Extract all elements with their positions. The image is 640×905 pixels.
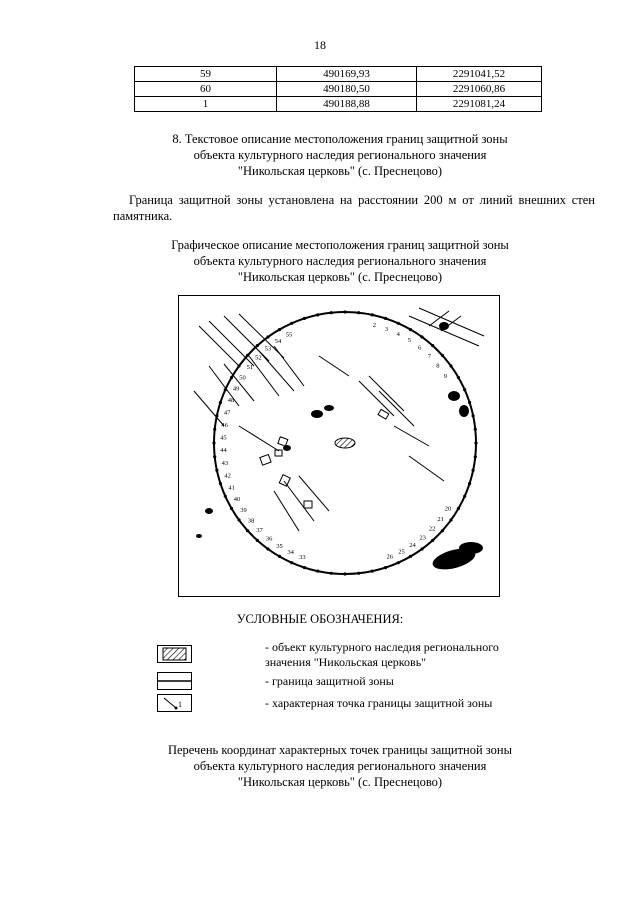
legend-line: - характерная точка границы защитной зоны — [265, 696, 493, 710]
boundary-point-label: 33 — [299, 554, 306, 562]
x-coordinate-cell: 490188,88 — [277, 97, 417, 112]
boundary-point — [219, 401, 222, 404]
boundary-point-label: 36 — [265, 535, 273, 543]
boundary-point — [316, 313, 319, 316]
boundary-point-label: 41 — [228, 484, 235, 492]
paragraph-line: Граница защитной зоны установлена на расстоянии 200 м от линий внешних стен — [129, 193, 595, 207]
boundary-point-label: 24 — [409, 541, 416, 549]
boundary-point — [474, 441, 477, 444]
boundary-point-icon — [158, 695, 191, 711]
legend-point-symbol — [157, 694, 192, 712]
boundary-point — [215, 469, 218, 472]
boundary-point-label: 3 — [384, 325, 389, 333]
boundary-point-label: 8 — [436, 362, 440, 370]
boundary-point-label: 39 — [240, 507, 247, 515]
boundary-point — [230, 376, 233, 379]
boundary-point-label: 22 — [428, 525, 436, 533]
point-number-cell: 1 — [135, 97, 277, 112]
heading-line: объекта культурного наследия регионального значения — [193, 759, 487, 773]
boundary-point-label: 40 — [233, 496, 241, 504]
boundary-point — [441, 529, 444, 532]
boundary-point — [468, 401, 471, 404]
boundary-point — [219, 482, 222, 485]
boundary-point — [237, 364, 240, 367]
boundary-point — [266, 335, 269, 338]
section-8-heading — [80, 131, 600, 179]
boundary-point — [468, 482, 471, 485]
boundary-line-icon — [158, 673, 191, 689]
boundary-point — [303, 317, 306, 320]
boundary-point — [474, 455, 477, 458]
boundary-point-label: 5 — [407, 337, 411, 345]
map-buildings — [260, 409, 389, 508]
heading-line: "Никольская церковь" (с. Преснецово) — [237, 164, 443, 178]
legend-line: - объект культурного наследия регионального — [265, 640, 499, 654]
boundary-point-label: 37 — [256, 526, 263, 534]
protection-zone-map — [178, 295, 500, 597]
boundary-point-label: 7 — [427, 353, 431, 361]
heading-line: Графическое описание местоположения границ защитной зоны — [171, 238, 509, 252]
boundary-point-label: 34 — [287, 549, 294, 557]
boundary-point — [420, 335, 423, 338]
boundary-point-label: 55 — [285, 331, 293, 339]
boundary-point — [278, 555, 281, 558]
boundary-point-label: 51 — [246, 363, 254, 371]
boundary-point — [449, 364, 452, 367]
boundary-point-label: 35 — [276, 542, 283, 550]
y-coordinate-cell: 2291060,86 — [417, 82, 542, 97]
boundary-point-label: 26 — [386, 553, 393, 561]
page-number: 18 — [314, 38, 326, 52]
boundary-point-label: 49 — [232, 385, 240, 393]
boundary-point — [290, 322, 293, 325]
boundary-point-label: 23 — [419, 534, 426, 542]
section-8-paragraph-end — [113, 208, 595, 224]
boundary-point-icon-label: 1 — [178, 700, 182, 709]
graphic-heading — [80, 237, 600, 285]
heading-line: объекта культурного наследия регионального значения — [193, 254, 487, 268]
boundary-point — [431, 539, 434, 542]
heritage-object-nikolskaya-church — [335, 438, 355, 448]
legend-line: значения "Никольская церковь" — [265, 655, 427, 669]
boundary-point-label: 4 — [396, 330, 400, 338]
heading-line: объекта культурного наследия регионального значения — [193, 148, 487, 162]
table-row — [135, 67, 542, 82]
boundary-point — [266, 547, 269, 550]
boundary-point — [472, 469, 475, 472]
boundary-point — [213, 455, 216, 458]
heading-line: "Никольская церковь" (с. Преснецово) — [237, 270, 443, 284]
boundary-point-label: 45 — [220, 434, 227, 442]
boundary-point-label: 21 — [437, 516, 444, 524]
boundary-point — [330, 311, 333, 314]
boundary-point-label: 47 — [223, 409, 231, 417]
boundary-point — [457, 376, 460, 379]
boundary-point-label: 46 — [221, 421, 228, 429]
heading-line: "Никольская церковь" (с. Преснецово) — [237, 775, 443, 789]
boundary-point — [457, 507, 460, 510]
boundary-point — [224, 388, 227, 391]
boundary-point — [431, 344, 434, 347]
boundary-point-label: 20 — [444, 505, 452, 513]
boundary-point-label: 42 — [224, 472, 231, 480]
y-coordinate-cell: 2291081,24 — [417, 97, 542, 112]
paragraph-line: памятника. — [113, 209, 173, 223]
boundary-point — [463, 388, 466, 391]
boundary-point-label: 48 — [227, 397, 235, 405]
boundary-point — [472, 414, 475, 417]
legend-title: УСЛОВНЫЕ ОБОЗНАЧЕНИЯ: — [236, 612, 404, 626]
coordinates-table — [134, 66, 542, 112]
heading-line: Перечень координат характерных точек границы защитной зоны — [167, 743, 513, 757]
legend-point-text — [265, 696, 585, 711]
boundary-point-label: 9 — [443, 372, 448, 380]
x-coordinate-cell: 490180,50 — [277, 82, 417, 97]
boundary-point-label: 43 — [221, 459, 229, 467]
boundary-point — [256, 344, 259, 347]
boundary-point — [357, 572, 360, 575]
boundary-point — [420, 547, 423, 550]
boundary-point — [384, 317, 387, 320]
boundary-point — [224, 495, 227, 498]
boundary-point — [330, 572, 333, 575]
boundary-point-label: 50 — [239, 374, 246, 382]
boundary-point — [409, 555, 412, 558]
table-row — [135, 97, 542, 112]
boundary-point — [316, 570, 319, 573]
boundary-point — [246, 354, 249, 357]
boundary-point — [397, 322, 400, 325]
boundary-point — [246, 529, 249, 532]
boundary-point — [371, 313, 374, 316]
coordinates-list-heading — [80, 742, 600, 790]
point-number-cell: 59 — [135, 67, 277, 82]
table-row — [135, 82, 542, 97]
boundary-point-label: 44 — [220, 447, 227, 455]
boundary-point-label: 38 — [247, 517, 255, 525]
boundary-point — [384, 566, 387, 569]
section-8-paragraph — [113, 192, 595, 208]
legend-heritage-symbol — [157, 645, 192, 663]
boundary-point — [215, 414, 218, 417]
boundary-point — [343, 310, 346, 313]
legend-boundary-text — [265, 674, 585, 689]
boundary-point — [357, 311, 360, 314]
boundary-point — [212, 441, 215, 444]
boundary-point — [397, 561, 400, 564]
boundary-point — [463, 495, 466, 498]
y-coordinate-cell: 2291041,52 — [417, 67, 542, 82]
boundary-point-label: 2 — [372, 321, 376, 329]
legend-boundary-symbol — [157, 672, 192, 690]
boundary-point — [278, 328, 281, 331]
heading-line: 8. Текстовое описание местоположения границ защитной зоны — [172, 132, 508, 146]
boundary-point — [474, 428, 477, 431]
boundary-point — [441, 354, 444, 357]
boundary-point — [343, 572, 346, 575]
hatch-icon — [158, 646, 191, 662]
boundary-point — [303, 566, 306, 569]
boundary-point — [237, 518, 240, 521]
legend-heritage-text — [265, 640, 585, 670]
boundary-point — [256, 539, 259, 542]
boundary-point — [290, 561, 293, 564]
boundary-point — [230, 507, 233, 510]
boundary-point-label: 52 — [255, 354, 262, 362]
point-number-cell: 60 — [135, 82, 277, 97]
boundary-point-label: 25 — [398, 548, 405, 556]
boundary-point — [449, 518, 452, 521]
x-coordinate-cell: 490169,93 — [277, 67, 417, 82]
boundary-point-label: 6 — [418, 344, 422, 352]
boundary-point — [371, 570, 374, 573]
legend-line: - граница защитной зоны — [265, 674, 394, 688]
boundary-point — [213, 428, 216, 431]
map-drawing — [179, 296, 499, 596]
boundary-point-label: 54 — [274, 338, 282, 346]
boundary-point — [409, 328, 412, 331]
boundary-point-label: 53 — [264, 345, 272, 353]
